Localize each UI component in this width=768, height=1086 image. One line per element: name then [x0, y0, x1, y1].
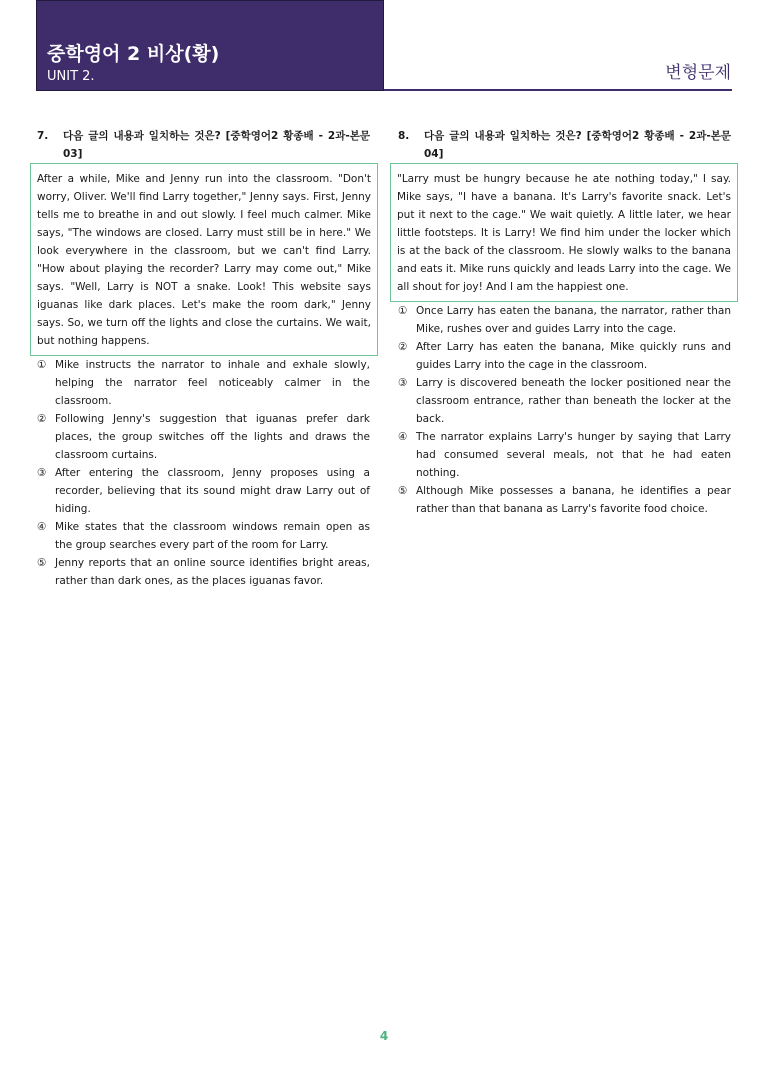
option-text: After entering the classroom, Jenny proposes using a recorder, believing that its sound might draw Larry out of hiding.: [55, 467, 370, 515]
question-7-options: [37, 356, 370, 590]
header-title-block: [36, 0, 384, 91]
question-number: 8.: [398, 130, 410, 142]
answer-option[interactable]: [398, 338, 731, 374]
textbook-title: 중학영어 2 비상(황): [47, 43, 220, 65]
option-text: Once Larry has eaten the banana, the narrator, rather than Mike, rushes over and guides Larry into the cage.: [416, 305, 731, 335]
option-text: Jenny reports that an online source identifies bright areas, rather than dark ones, as the places iguanas favor.: [55, 557, 370, 587]
header-divider: [384, 89, 732, 91]
option-mark: ⑤: [37, 557, 47, 569]
option-text: After Larry has eaten the banana, Mike quickly runs and guides Larry into the cage in the classroom.: [416, 341, 731, 371]
option-text: Mike instructs the narrator to inhale and exhale slowly, helping the narrator feel noticeably calmer in the classroom.: [55, 359, 370, 407]
option-mark: ③: [398, 377, 408, 389]
option-mark: ②: [37, 413, 47, 425]
question-number: 7.: [37, 130, 49, 142]
option-mark: ①: [398, 305, 408, 317]
answer-option[interactable]: [398, 302, 731, 338]
option-mark: ③: [37, 467, 47, 479]
answer-option[interactable]: [37, 464, 370, 518]
answer-option[interactable]: [37, 356, 370, 410]
option-mark: ②: [398, 341, 408, 353]
option-mark: ④: [37, 521, 47, 533]
question-prompt: 다음 글의 내용과 일치하는 것은? [중학영어2 황종배 - 2과-본문 03]: [63, 130, 370, 160]
question-7-heading: [37, 127, 370, 163]
answer-option[interactable]: [398, 374, 731, 428]
question-8-options: [398, 302, 731, 518]
option-text: Mike states that the classroom windows remain open as the group searches every part of the room for Larry.: [55, 521, 370, 551]
answer-option[interactable]: [398, 482, 731, 518]
option-text: Larry is discovered beneath the locker positioned near the classroom entrance, rather than beneath the locker at the back.: [416, 377, 731, 425]
answer-option[interactable]: [37, 518, 370, 554]
option-text: Following Jenny's suggestion that iguanas prefer dark places, the group switches off the lights and draws the classroom curtains.: [55, 413, 370, 461]
unit-label: UNIT 2.: [47, 69, 95, 84]
option-mark: ⑤: [398, 485, 408, 497]
option-mark: ①: [37, 359, 47, 371]
answer-option[interactable]: [37, 554, 370, 590]
section-label: 변형문제: [665, 63, 731, 83]
page-number: 4: [379, 1029, 389, 1043]
question-8-passage: "Larry must be hungry because he ate nothing today," I say. Mike says, "I have a banana. It's Larry's favorite snack. Let's put it next to the cage." We wait quietly. A little later, we hear little footsteps. It is Larry! We find him under the locker which is at the back of the classroom. He slowly walks to the banana and eats it. Mike runs quickly and leads Larry into the cage. We all shout for joy! And I am the happiest one.: [390, 163, 738, 302]
option-mark: ④: [398, 431, 408, 443]
question-prompt: 다음 글의 내용과 일치하는 것은? [중학영어2 황종배 - 2과-본문 04]: [424, 130, 731, 160]
answer-option[interactable]: [37, 410, 370, 464]
option-text: The narrator explains Larry's hunger by saying that Larry had consumed several meals, not that he had eaten nothing.: [416, 431, 731, 479]
question-8-heading: [398, 127, 731, 163]
option-text: Although Mike possesses a banana, he identifies a pear rather than that banana as Larry's favorite food choice.: [416, 485, 731, 515]
question-7-passage: After a while, Mike and Jenny run into the classroom. "Don't worry, Oliver. We'll find Larry together," Jenny says. First, Jenny tells me to breathe in and out slowly. I feel much calmer. Mike says, "The windows are closed. Larry must still be in here." We look everywhere in the classroom, but we can't find Larry. "How about playing the recorder? Larry may come out," Mike says. "Well, Larry is NOT a snake. Look! This website says iguanas like dark places. Let's make the room dark," Jenny says. So, we turn off the lights and close the curtains. We wait, but nothing happens.: [30, 163, 378, 356]
answer-option[interactable]: [398, 428, 731, 482]
